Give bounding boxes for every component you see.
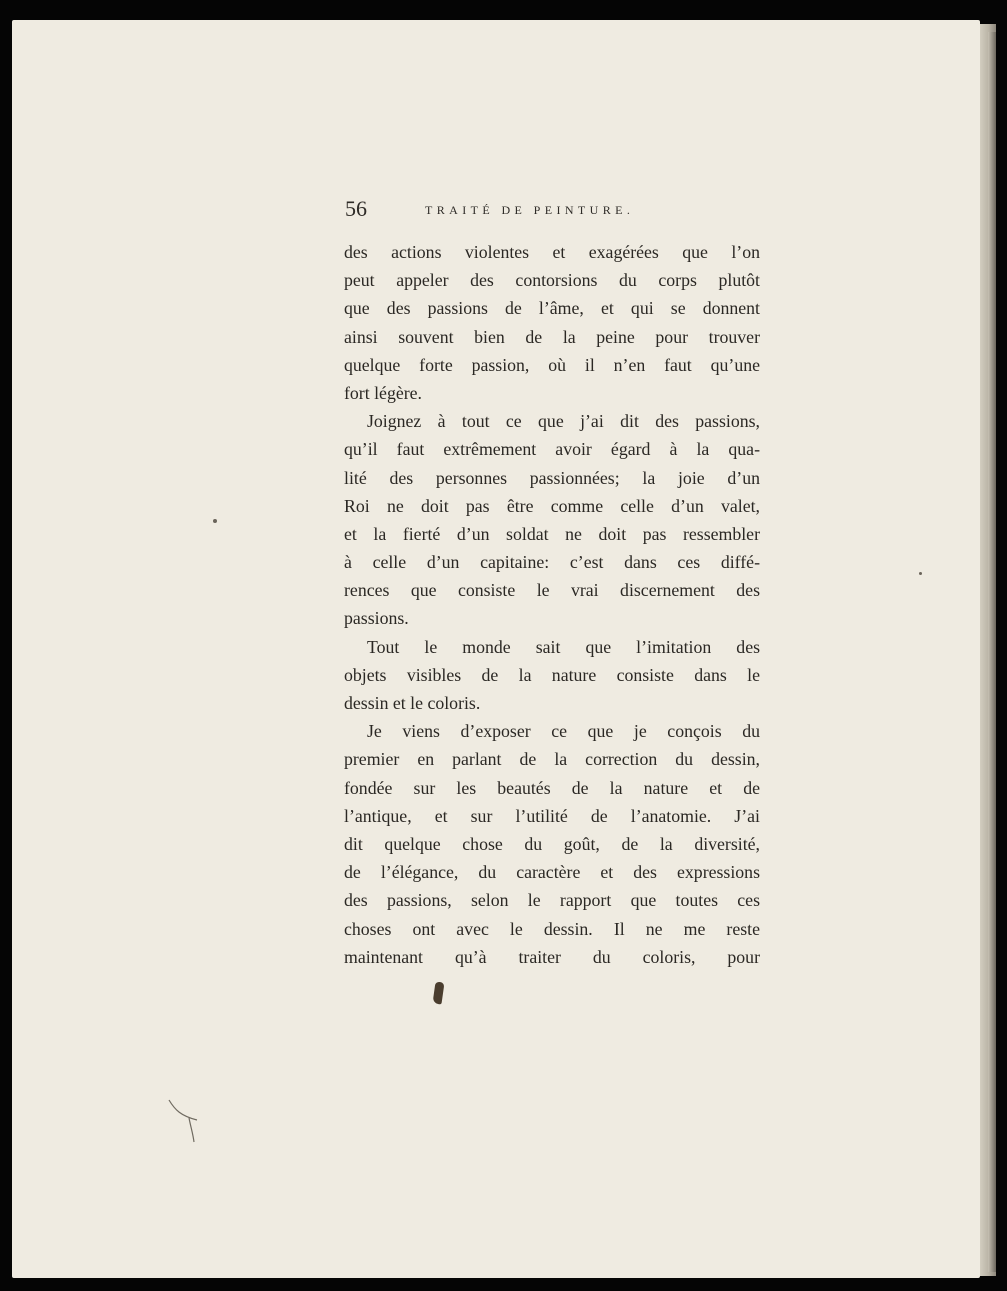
text-line: fondée sur les beautés de la nature et de [344,777,760,798]
text-line: de l’élégance, du caractère et des expressions [344,862,760,883]
text-line: rences que consiste le vrai discernement des [344,580,760,601]
paper-speck [213,519,217,523]
text-line: dit quelque chose du goût, de la diversité, [344,833,760,854]
text-line: ainsi souvent bien de la peine pour trouver [344,326,760,347]
paper-speck [919,572,922,575]
text-line: à celle d’un capitaine: c’est dans ces diffé- [344,552,760,573]
text-line: peut appeler des contorsions du corps plutôt [344,270,760,291]
text-line: et la fierté d’un soldat ne doit pas ressembler [344,523,760,544]
text-line: l’antique, et sur l’utilité de l’anatomie. J’ai [344,805,760,826]
text-line: Je viens d’exposer ce que je conçois du [367,721,760,742]
text-line: Roi ne doit pas être comme celle d’un valet, [344,495,760,516]
running-title: TRAITÉ DE PEINTURE. [425,203,635,217]
text-line: qu’il faut extrêmement avoir égard à la qua- [344,439,760,460]
text-line: des passions, selon le rapport que toutes ces [344,890,760,911]
text-line: quelque forte passion, où il n’en faut qu’une [344,354,760,375]
text-line: Tout le monde sait que l’imitation des [367,636,760,657]
page-number: 56 [345,196,367,221]
text-line: fort légère. [344,382,422,403]
text-line: Joignez à tout ce que j’ai dit des passions, [367,411,760,432]
page-edge-shadow [988,32,996,1272]
text-line: objets visibles de la nature consiste dans le [344,664,760,685]
text-line: maintenant qu’à traiter du coloris, pour [344,946,760,967]
text-line: choses ont avec le dessin. Il ne me reste [344,918,760,939]
text-line: premier en parlant de la correction du dessin, [344,749,760,770]
text-line: des actions violentes et exagérées que l’on [344,242,760,262]
running-head [345,196,765,222]
pencil-mark [167,1098,207,1144]
text-line: que des passions de l’âme, et qui se donnent [344,298,760,319]
text-line: dessin et le coloris. [344,693,481,713]
text-line: lité des personnes passionnées; la joie d’un [344,467,760,488]
body-text [344,238,760,971]
text-line: passions. [344,608,409,629]
